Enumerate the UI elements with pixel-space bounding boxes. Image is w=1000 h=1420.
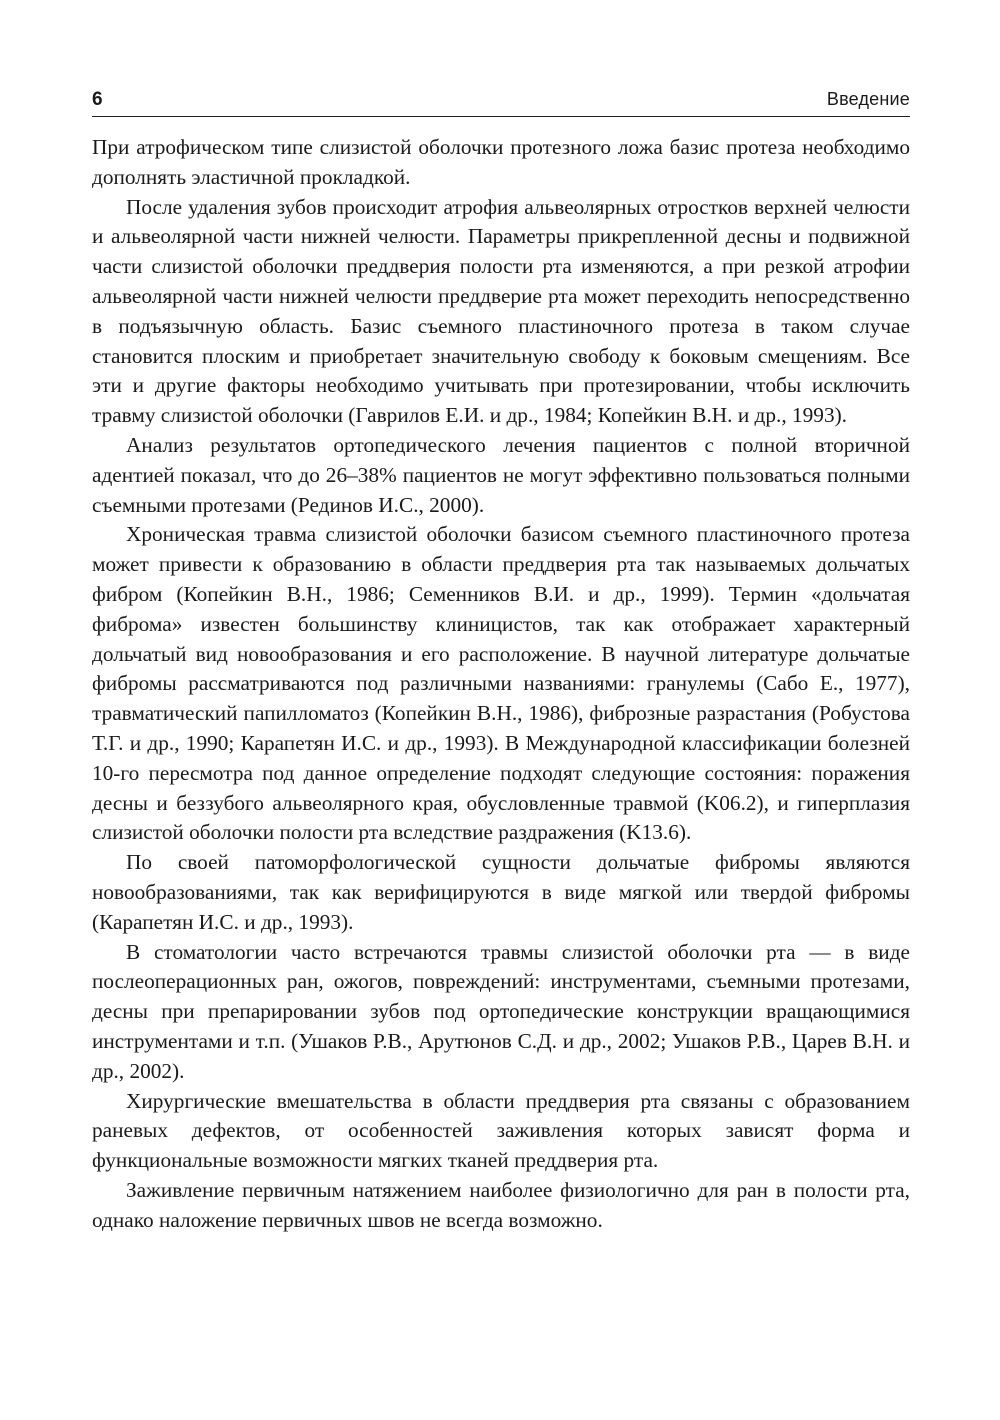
paragraph: После удаления зубов происходит атрофия альвеолярных отростков верхней челюсти и альвеолярной части нижней челюсти. Параметры прикрепленной десны и подвижной части слизистой оболочки преддверия полости рта изменяются, а при резкой атрофии альвеолярной части нижней челюсти преддверие рта может переходить непосредственно в подъязычную область. Базис съемного пластиночного протеза в таком случае становится плоским и приобретает значительную свободу к боковым смещениям. Все эти и другие факторы необходимо учитывать при протезировании, чтобы исключить травму слизистой оболочки (Гаврилов Е.И. и др., 1984; Копейкин В.Н. и др., 1993). [92, 194, 910, 428]
page-header [92, 86, 910, 117]
paragraph: При атрофическом типе слизистой оболочки протезного ложа базис протеза необходимо дополнять эластичной прокладкой. [92, 135, 910, 189]
paragraph: Хроническая травма слизистой оболочки базисом съемного пластиночного протеза может привести к образованию в области преддверия рта так называемых дольчатых фибром (Копейкин В.Н., 1986; Семенников В.И. и др., 1999). Термин «дольчатая фиброма» известен большинству клиницистов, так как отображает характерный дольчатый вид новообразования и его расположение. В научной литературе дольчатые фибромы рассматриваются под различными названиями: гранулемы (Сабо Е., 1977), травматический папилломатоз (Копейкин В.Н., 1986), фиброзные разрастания (Робустова Т.Г. и др., 1990; Карапетян И.С. и др., 1993). В Международной классификации болезней 10-го пересмотра под данное определение подходят следующие состояния: поражения десны и беззубого альвеолярного края, обусловленные травмой (K06.2), и гиперплазия слизистой оболочки полости рта вследствие раздражения (K13.6). [92, 522, 910, 845]
body-text [92, 133, 910, 1235]
paragraph: Заживление первичным натяжением наиболее физиологично для ран в полости рта, однако наложение первичных швов не всегда возможно. [92, 1177, 910, 1232]
paragraph: Анализ результатов ортопедического лечения пациентов с полной вторичной адентией показал, что до 26–38% пациентов не могут эффективно пользоваться полными съемными протезами (Рединов И.С., 2000). [92, 432, 910, 517]
paragraph: По своей патоморфологической сущности дольчатые фибромы являются новообразованиями, так как верифицируются в виде мягкой или твердой фибромы (Карапетян И.С. и др., 1993). [92, 850, 910, 934]
page-number: 6 [92, 89, 103, 110]
paragraph: Хирургические вмешательства в области преддверия рта связаны с образованием раневых дефектов, от особенностей заживления которых зависят форма и функциональные возможности мягких тканей преддверия рта. [92, 1088, 910, 1173]
running-head: Введение [826, 89, 910, 109]
paragraph: В стоматологии часто встречаются травмы слизистой оболочки рта — в виде послеоперационных ран, ожогов, повреждений: инструментами, съемными протезами, десны при препарировании зубов под ортопедические конструкции вращающимися инструментами и т.п. (Ушаков Р.В., Арутюнов С.Д. и др., 2002; Ушаков Р.В., Царев В.Н. и др., 2002). [92, 939, 910, 1083]
